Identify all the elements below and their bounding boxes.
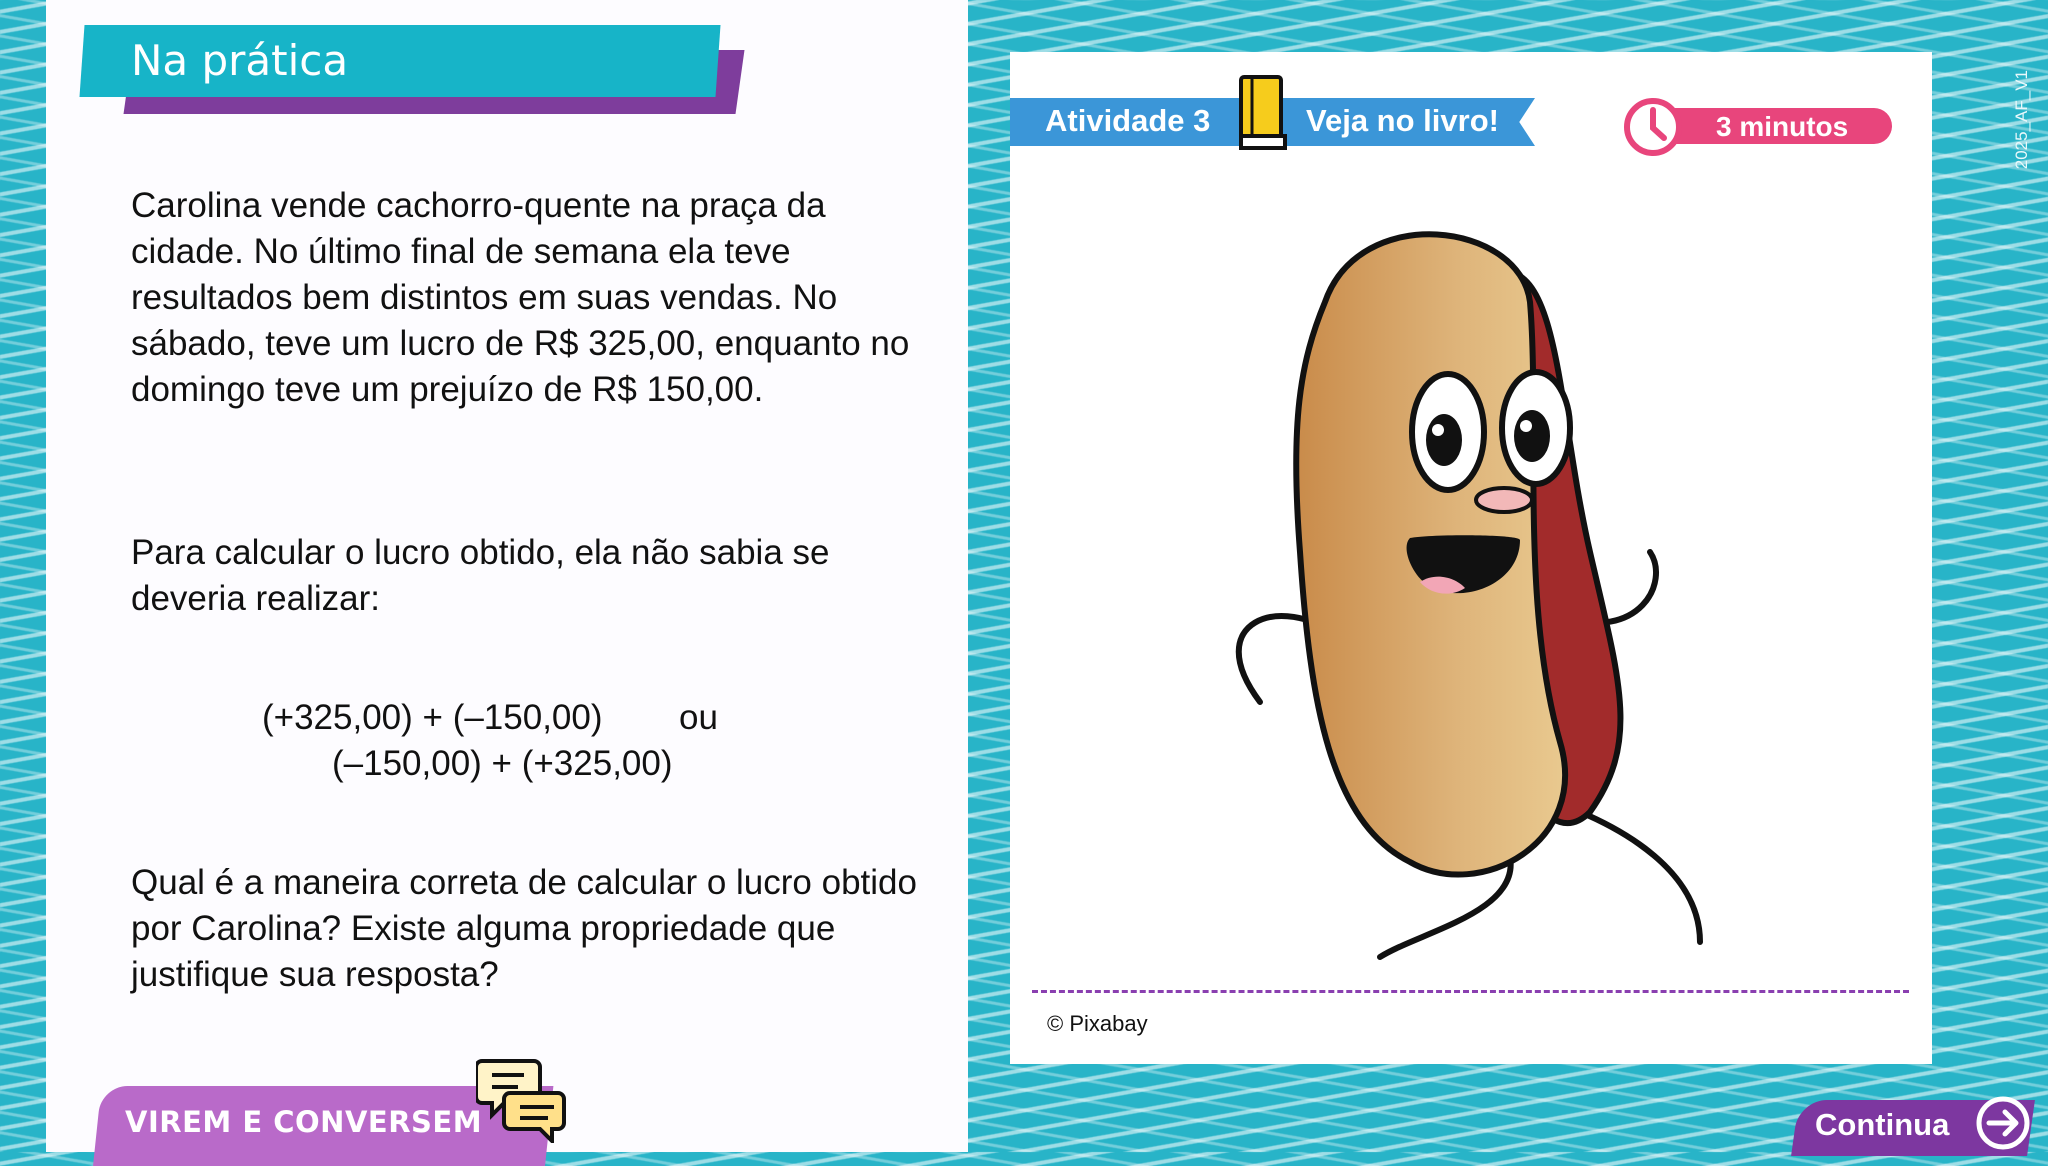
activity-label: Atividade 3 <box>1045 103 1211 138</box>
continue-label: Continua <box>1815 1107 1950 1142</box>
formula-or: ou <box>679 698 718 737</box>
see-in-book-label: Veja no livro! <box>1306 103 1499 138</box>
hotdog-character-image <box>1220 222 1740 972</box>
book-icon <box>1238 74 1288 152</box>
time-label: 3 minutos <box>1716 111 1849 142</box>
image-credit: © Pixabay <box>1047 1011 1148 1036</box>
chat-bubbles-icon <box>476 1057 568 1143</box>
question-paragraph: Qual é a maneira correta de calcular o lucro obtido por Carolina? Existe alguma propriedade que justifique sua resposta? <box>131 863 917 994</box>
problem-paragraph: Carolina vende cachorro-quente na praça da cidade. No último final de semana ela teve resultados bem distintos em suas vendas. No sábado, teve um lucro de R$ 325,00, enquanto no domingo teve um prejuízo de R$ 150,00. <box>131 186 910 409</box>
question-intro-paragraph: Para calcular o lucro obtido, ela não sabia se deveria realizar: <box>131 533 830 618</box>
caption-divider <box>1032 990 1909 993</box>
formula-one: (+325,00) + (–150,00) <box>262 698 603 737</box>
slide-code: 2025_AF_V1 <box>2012 70 2031 170</box>
arrow-right-circle-icon[interactable] <box>1975 1095 2031 1151</box>
section-title: Na prática <box>131 36 349 85</box>
turn-and-talk-label: VIREM E CONVERSEM <box>125 1105 483 1139</box>
formula-two: (–150,00) + (+325,00) <box>332 744 673 783</box>
clock-icon <box>1622 96 1684 158</box>
